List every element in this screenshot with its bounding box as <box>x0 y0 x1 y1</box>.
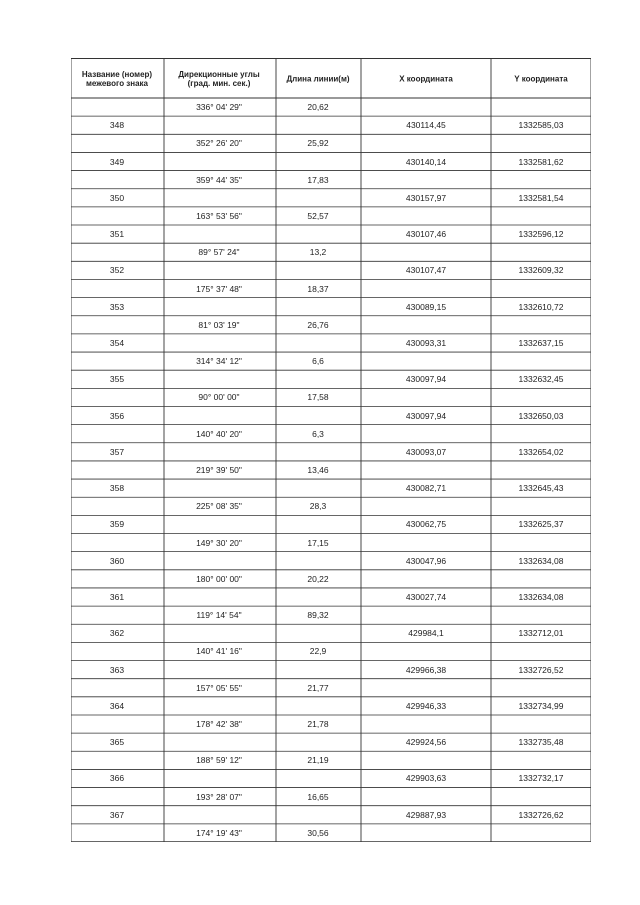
line-length: 22,9 <box>309 646 327 657</box>
y-coordinate: 1332734,99 <box>518 700 564 711</box>
point-name: 355 <box>109 374 125 385</box>
line-length: 17,58 <box>307 392 329 403</box>
point-name: 367 <box>109 809 125 820</box>
line-length: 89,32 <box>307 609 329 620</box>
line-length: 26,76 <box>307 319 329 330</box>
x-coordinate: 430107,47 <box>405 265 447 276</box>
direction-angle: 175° 37' 48" <box>196 283 242 294</box>
direction-angle: 219° 39' 50" <box>196 464 242 475</box>
x-coordinate: 430062,75 <box>405 519 447 530</box>
point-name: 363 <box>109 664 125 675</box>
direction-angle: 225° 08' 35" <box>196 501 242 512</box>
y-coordinate: 1332634,08 <box>518 591 564 602</box>
x-coordinate: 429924,56 <box>405 736 447 747</box>
direction-angle: 336° 04' 29" <box>196 101 242 112</box>
header-angle <box>178 70 259 88</box>
x-coordinate: 430140,14 <box>405 156 447 167</box>
point-name: 352 <box>109 265 125 276</box>
x-coordinate: 430089,15 <box>405 301 447 312</box>
y-coordinate: 1332726,62 <box>518 809 564 820</box>
x-coordinate: 429946,33 <box>405 700 447 711</box>
direction-angle: 174° 19' 43" <box>196 827 242 838</box>
y-coordinate: 1332610,72 <box>518 301 564 312</box>
x-coordinate: 430047,96 <box>405 555 447 566</box>
x-coordinate: 430107,46 <box>405 228 447 239</box>
point-name: 366 <box>109 773 125 784</box>
x-coordinate: 429887,93 <box>405 809 447 820</box>
line-length: 6,3 <box>312 428 324 439</box>
direction-angle: 193° 28' 07" <box>196 791 242 802</box>
point-name: 364 <box>109 700 125 711</box>
line-length: 17,83 <box>307 174 329 185</box>
line-length: 30,56 <box>307 827 329 838</box>
y-coordinate: 1332726,52 <box>518 664 564 675</box>
direction-angle: 359° 44' 35" <box>196 174 242 185</box>
point-name: 354 <box>109 337 125 348</box>
x-coordinate: 430114,45 <box>406 119 446 130</box>
line-length: 17,15 <box>307 537 329 548</box>
line-length: 25,92 <box>307 138 329 149</box>
point-name: 350 <box>109 192 125 203</box>
line-length: 16,65 <box>307 791 329 802</box>
point-name: 359 <box>109 519 125 530</box>
point-name: 351 <box>109 228 125 239</box>
y-coordinate: 1332637,15 <box>518 337 564 348</box>
line-length: 21,19 <box>307 755 329 766</box>
direction-angle: 81° 03' 19" <box>198 319 240 330</box>
point-name: 365 <box>109 736 125 747</box>
x-coordinate: 430093,07 <box>405 446 447 457</box>
direction-angle: 90° 00' 00" <box>198 392 240 403</box>
x-coordinate: 430093,31 <box>405 337 447 348</box>
line-length: 6,6 <box>312 355 324 366</box>
direction-angle: 149° 30' 20" <box>196 537 242 548</box>
point-name: 358 <box>109 482 125 493</box>
direction-angle: 89° 57' 24" <box>198 246 240 257</box>
direction-angle: 188° 59' 12" <box>196 755 242 766</box>
x-coordinate: 429966,38 <box>405 664 447 675</box>
x-coordinate: 429984,1 <box>408 628 444 639</box>
header-angle-line2: (град. мин. сек.) <box>187 79 251 88</box>
coordinates-table <box>71 58 591 842</box>
y-coordinate: 1332609,32 <box>518 265 564 276</box>
y-coordinate: 1332735,48 <box>518 736 564 747</box>
direction-angle: 314° 34' 12" <box>196 355 242 366</box>
y-coordinate: 1332596,12 <box>518 228 564 239</box>
point-name: 361 <box>109 591 125 602</box>
line-length: 20,62 <box>307 101 329 112</box>
x-coordinate: 430027,74 <box>405 591 447 602</box>
direction-angle: 140° 40' 20" <box>196 428 242 439</box>
line-length: 13,46 <box>307 464 329 475</box>
x-coordinate: 430157,97 <box>405 192 447 203</box>
direction-angle: 352° 26' 20" <box>196 138 242 149</box>
point-name: 357 <box>109 446 125 457</box>
direction-angle: 157° 05' 55" <box>196 682 242 693</box>
y-coordinate: 1332645,43 <box>518 482 564 493</box>
y-coordinate: 1332625,37 <box>518 519 564 530</box>
direction-angle: 163° 53' 56" <box>196 210 242 221</box>
header-angle-line1: Дирекционные углы <box>178 69 260 79</box>
y-coordinate: 1332585,03 <box>518 119 564 130</box>
x-coordinate: 430097,94 <box>405 374 447 385</box>
header-name-line2: межевого знака <box>85 79 149 88</box>
point-name: 362 <box>109 628 125 639</box>
line-length: 13,2 <box>309 246 327 257</box>
x-coordinate: 430082,71 <box>405 482 447 493</box>
y-coordinate: 1332632,45 <box>518 374 564 385</box>
y-coordinate: 1332712,01 <box>518 628 564 639</box>
direction-angle: 178° 42' 38" <box>196 718 242 729</box>
x-coordinate: 429903,63 <box>405 773 447 784</box>
point-name: 360 <box>109 555 125 566</box>
line-length: 20,22 <box>307 573 329 584</box>
x-coordinate: 430097,94 <box>405 410 447 421</box>
point-name: 348 <box>109 119 125 130</box>
header-y: Y координата <box>514 74 568 84</box>
header-name <box>82 70 152 88</box>
direction-angle: 180° 00' 00" <box>196 573 242 584</box>
y-coordinate: 1332634,08 <box>518 555 564 566</box>
y-coordinate: 1332654,02 <box>518 446 564 457</box>
header-name-line1: Название (номер) <box>81 69 153 79</box>
line-length: 52,57 <box>307 210 329 221</box>
point-name: 353 <box>109 301 125 312</box>
line-length: 18,37 <box>307 283 329 294</box>
direction-angle: 140° 41' 16" <box>196 646 242 657</box>
point-name: 356 <box>109 410 125 421</box>
y-coordinate: 1332732,17 <box>518 773 564 784</box>
header-length: Длина линии(м) <box>286 74 350 84</box>
y-coordinate: 1332581,54 <box>518 192 564 203</box>
header-x: X координата <box>399 74 453 84</box>
y-coordinate: 1332650,03 <box>518 410 564 421</box>
line-length: 21,77 <box>307 682 329 693</box>
point-name: 349 <box>109 156 125 167</box>
line-length: 28,3 <box>309 501 327 512</box>
direction-angle: 119° 14' 54" <box>196 609 242 620</box>
line-length: 21,78 <box>307 718 329 729</box>
y-coordinate: 1332581,62 <box>518 156 564 167</box>
table-grid <box>71 58 591 842</box>
